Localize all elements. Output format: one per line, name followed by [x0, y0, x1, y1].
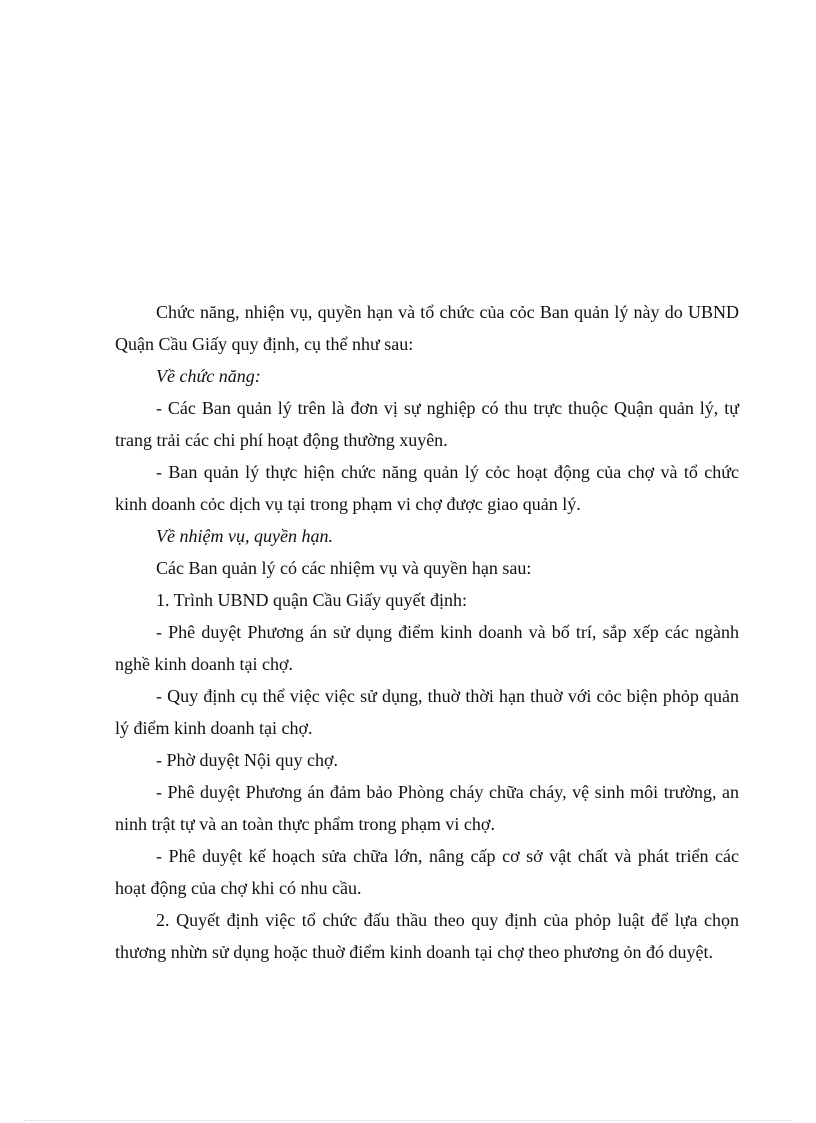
paragraph-duty-1: 1. Trình UBND quận Cầu Giấy quyết định: [156, 590, 468, 610]
heading-function: Về chức năng: [156, 366, 261, 386]
paragraph-duty-1b: - Quy định cụ thể việc việc sử dụng, thuờ thời hạn thuờ với cỏc biện phỏp quản lý điểm kinh doanh tại chợ. [115, 686, 739, 738]
document-body [115, 296, 739, 968]
heading-duties: Về nhiệm vụ, quyền hạn. [156, 526, 333, 546]
paragraph-duty-2: 2. Quyết định việc tổ chức đấu thầu theo quy định của phỏp luật để lựa chọn thương nhừn sử dụng hoặc thuờ điểm kinh doanh tại chợ theo phương ỏn đó duyệt. [115, 910, 739, 962]
paragraph-duty-1a: - Phê duyệt Phương án sử dụng điểm kinh doanh và bố trí, sắp xếp các ngành nghề kinh doanh tại chợ. [115, 622, 739, 674]
paragraph-duty-1d: - Phê duyệt Phương án đảm bảo Phòng cháy chữa cháy, vệ sinh môi trường, an ninh trật tự và an toàn thực phẩm trong phạm vi chợ. [115, 782, 739, 834]
paragraph-function-1: - Các Ban quản lý trên là đơn vị sự nghiệp có thu trực thuộc Quận quản lý, tự trang trải các chi phí hoạt động thường xuyên. [115, 398, 739, 450]
paragraph-intro: Chức năng, nhiện vụ, quyền hạn và tổ chức của cỏc Ban quản lý này do UBND Quận Cầu Giấy quy định, cụ thể như sau: [115, 302, 739, 354]
paragraph-duty-1e: - Phê duyệt kế hoạch sửa chữa lớn, nâng cấp cơ sở vật chất và phát triển các hoạt động của chợ khi có nhu cầu. [115, 846, 739, 898]
paragraph-duty-1c: - Phờ duyệt Nội quy chợ. [156, 750, 339, 770]
paragraph-function-2: - Ban quản lý thực hiện chức năng quản lý cỏc hoạt động của chợ và tổ chức kinh doanh cỏc dịch vụ tại trong phạm vi chợ được giao quản lý. [115, 462, 739, 514]
paragraph-duties-intro: Các Ban quản lý có các nhiệm vụ và quyền hạn sau: [156, 558, 532, 578]
page-footer-divider [24, 1120, 792, 1121]
